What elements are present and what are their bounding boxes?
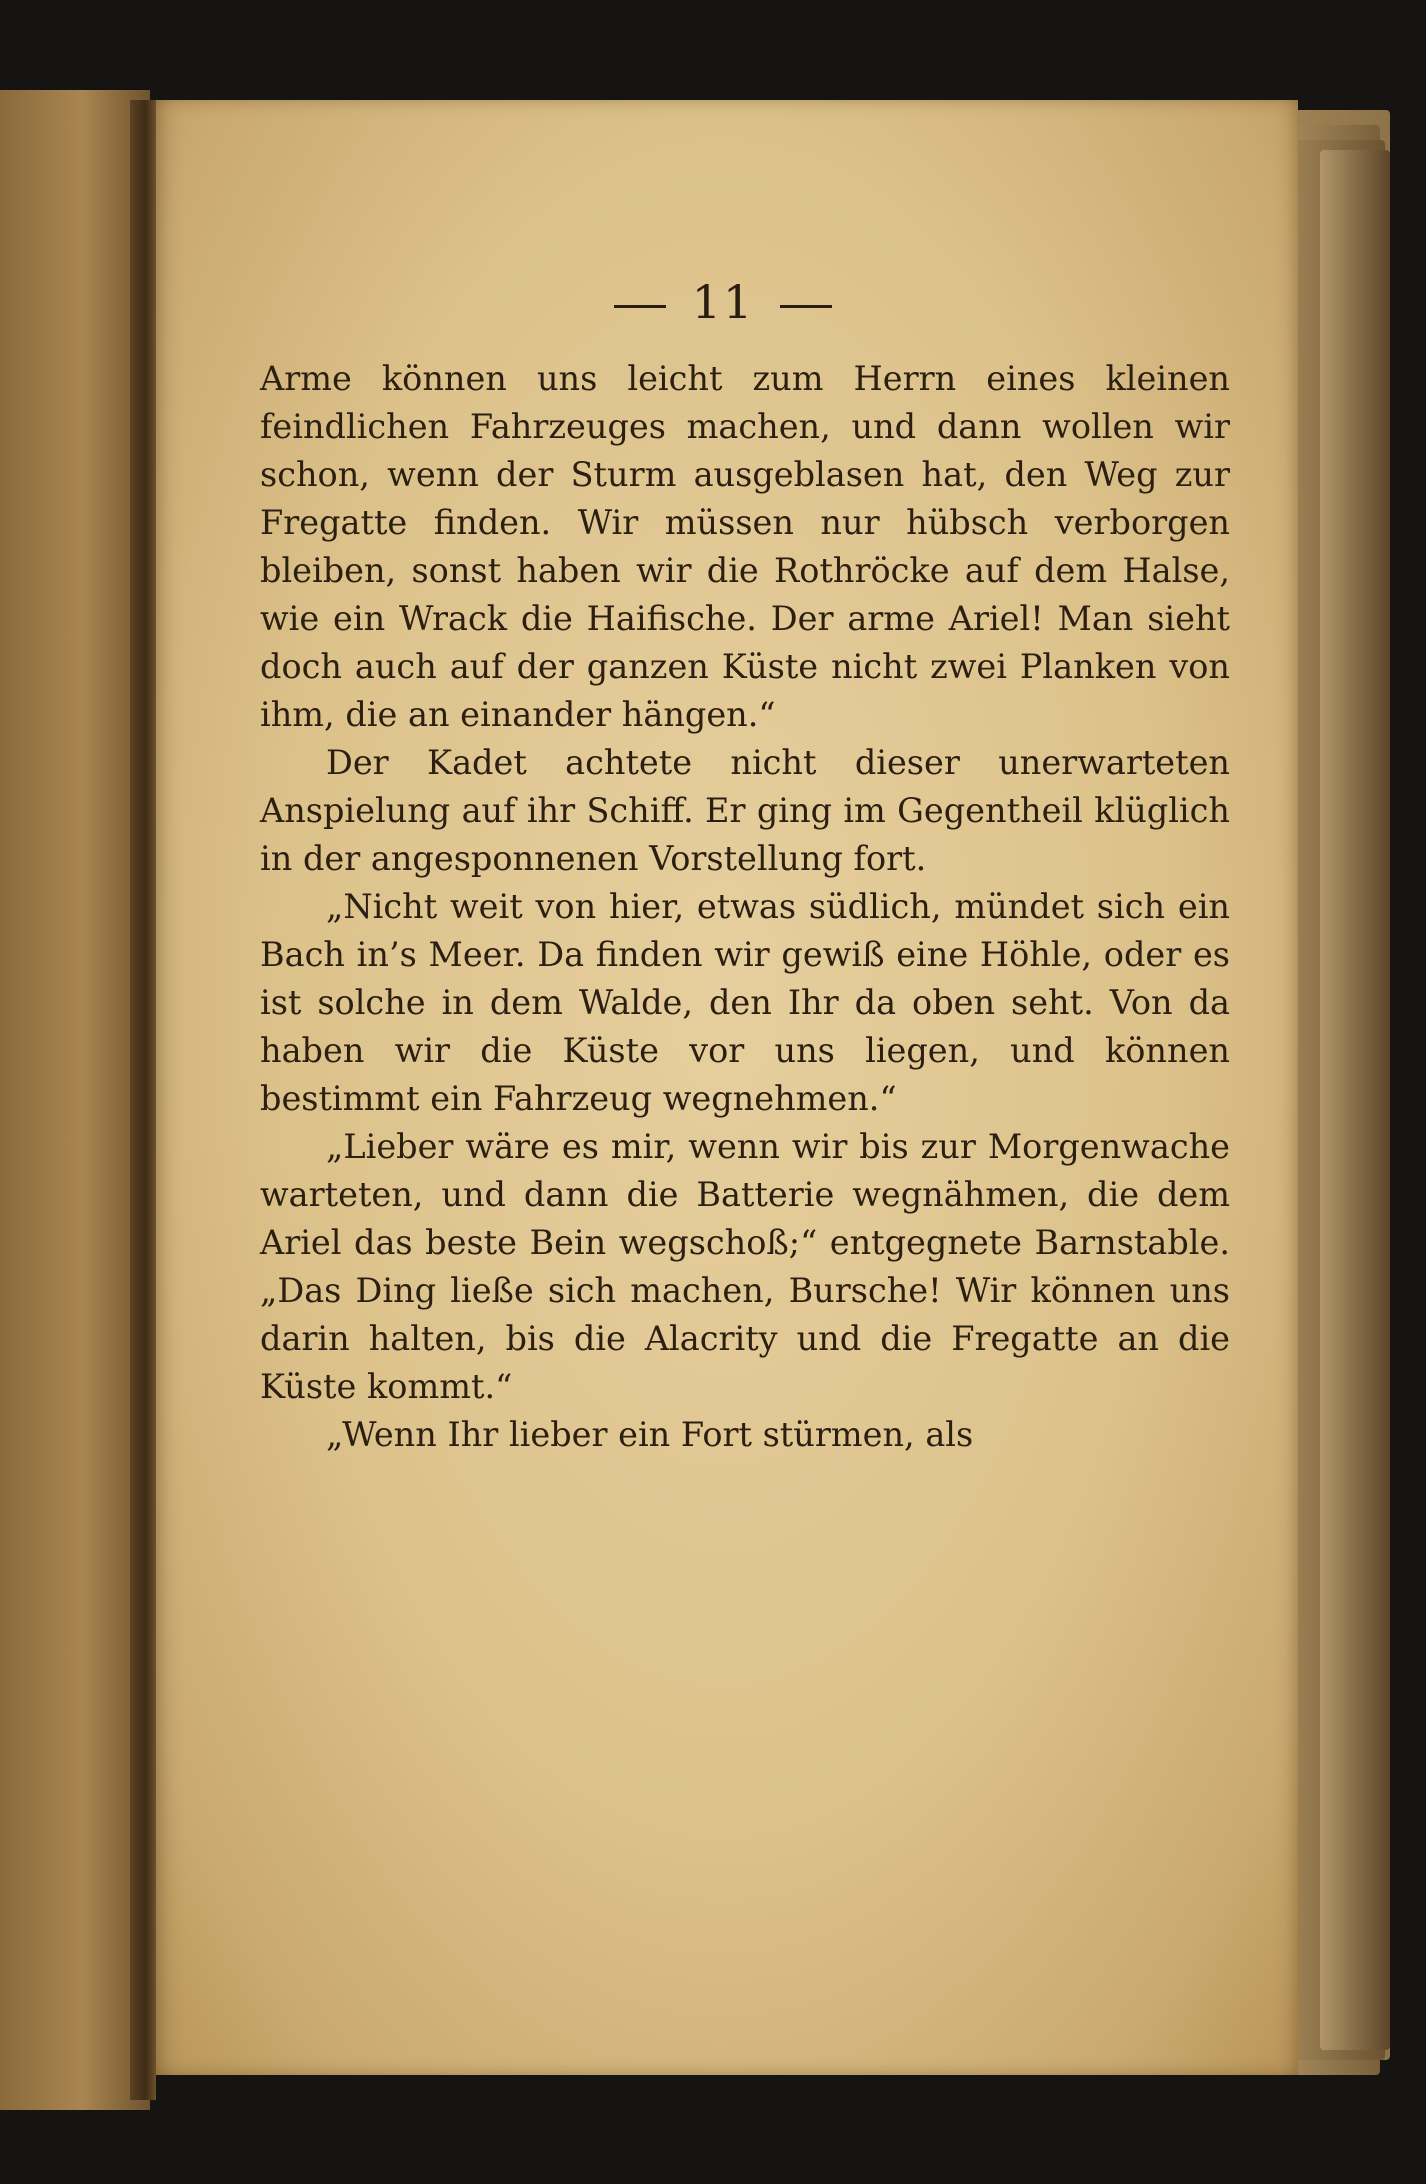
book-page (148, 100, 1298, 2075)
header-dash-right (780, 305, 832, 308)
page-stack-edge (1320, 150, 1390, 2050)
book-gutter (130, 100, 156, 2100)
page-number: 11 (691, 275, 755, 329)
paragraph: Arme können uns leicht zum Herrn eines kleinen feindlichen Fahrzeuges machen, und dann wollen wir schon, wenn der Sturm ausgeblasen hat, den Weg zur Fregatte finden. Wir müssen nur hübsch verborgen bleiben, sonst haben wir die Rothröcke auf dem Halse, wie ein Wrack die Haifische. Der arme Ariel! Man sieht doch auch auf der ganzen Küste nicht zwei Planken von ihm, die an einander hängen.“ (260, 359, 1230, 734)
page-header (148, 275, 1298, 329)
paragraph: Der Kadet achtete nicht dieser unerwarteten Anspielung auf ihr Schiff. Er ging im Gegentheil klüglich in der angesponnenen Vorstellung fort. (260, 743, 1230, 878)
paragraph: „Lieber wäre es mir, wenn wir bis zur Morgenwache warteten, und dann die Batterie wegnähmen, die dem Ariel das beste Bein wegschoß;“ entgegnete Barnstable. „Das Ding ließe sich machen, Bursche! Wir können uns darin halten, bis die Alacrity und die Fregatte an die Küste kommt.“ (260, 1127, 1230, 1406)
header-dash-left (614, 305, 666, 308)
page-body-text (260, 355, 1230, 1459)
facing-page-edge (0, 90, 150, 2110)
paragraph: „Wenn Ihr lieber ein Fort stürmen, als (326, 1415, 974, 1454)
paragraph: „Nicht weit von hier, etwas südlich, mündet sich ein Bach in’s Meer. Da finden wir gewiß eine Höhle, oder es ist solche in dem Walde, den Ihr da oben seht. Von da haben wir die Küste vor uns liegen, und können bestimmt ein Fahrzeug wegnehmen.“ (260, 887, 1230, 1118)
